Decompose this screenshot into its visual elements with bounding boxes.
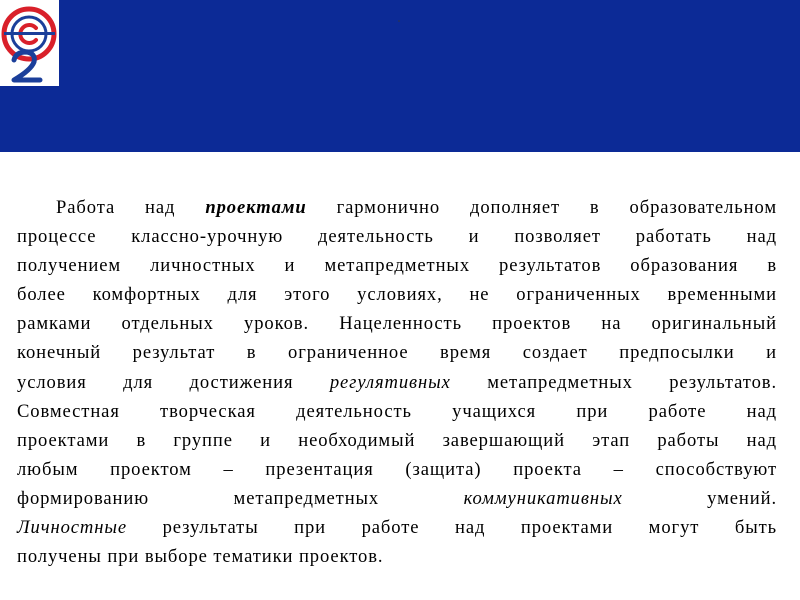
header-dot (398, 20, 400, 22)
copyright-c-2-emblem-icon (0, 0, 59, 86)
paragraph-line: любым проектом – презентация (защита) проекта – способствуют (17, 458, 777, 480)
paragraph-line (17, 484, 777, 513)
emphasis-projects: проектами (205, 197, 307, 218)
text-run: умений. (622, 487, 777, 509)
text-run: Работа над (56, 197, 206, 218)
paragraph-line: проектами в группе и необходимый завершающий этап работы над (17, 429, 777, 451)
paragraph-line (17, 368, 777, 397)
text-run: формированию метапредметных (17, 487, 464, 509)
text-run: условия для достижения (17, 371, 330, 393)
paragraph-line: процессе классно-урочную деятельность и позволяет работать над (17, 226, 777, 248)
paragraph-line (17, 513, 777, 542)
paragraph-line: получены при выборе тематики проектов. (17, 546, 384, 568)
paragraph-line: рамками отдельных уроков. Нацеленность проектов на оригинальный (17, 313, 777, 335)
body-paragraph (17, 193, 777, 571)
paragraph-line: получением личностных и метапредметных результатов образования в (17, 255, 777, 277)
emphasis-personal: Личностные (17, 517, 128, 539)
header-band (0, 0, 800, 152)
paragraph-line: более комфортных для этого условиях, не ограниченных временными (17, 284, 777, 306)
text-run: гармонично дополняет в образовательном (306, 197, 777, 218)
emphasis-communicative: коммуникативных (463, 487, 623, 509)
paragraph-line (17, 193, 777, 222)
logo (0, 0, 59, 86)
paragraph-line: Совместная творческая деятельность учащихся при работе над (17, 400, 777, 422)
emphasis-regulatory: регулятивных (329, 371, 451, 393)
text-run: метапредметных результатов. (450, 371, 778, 393)
text-run: результаты при работе над проектами могут быть (127, 517, 777, 539)
paragraph-line: конечный результат в ограниченное время создает предпосылки и (17, 342, 777, 364)
